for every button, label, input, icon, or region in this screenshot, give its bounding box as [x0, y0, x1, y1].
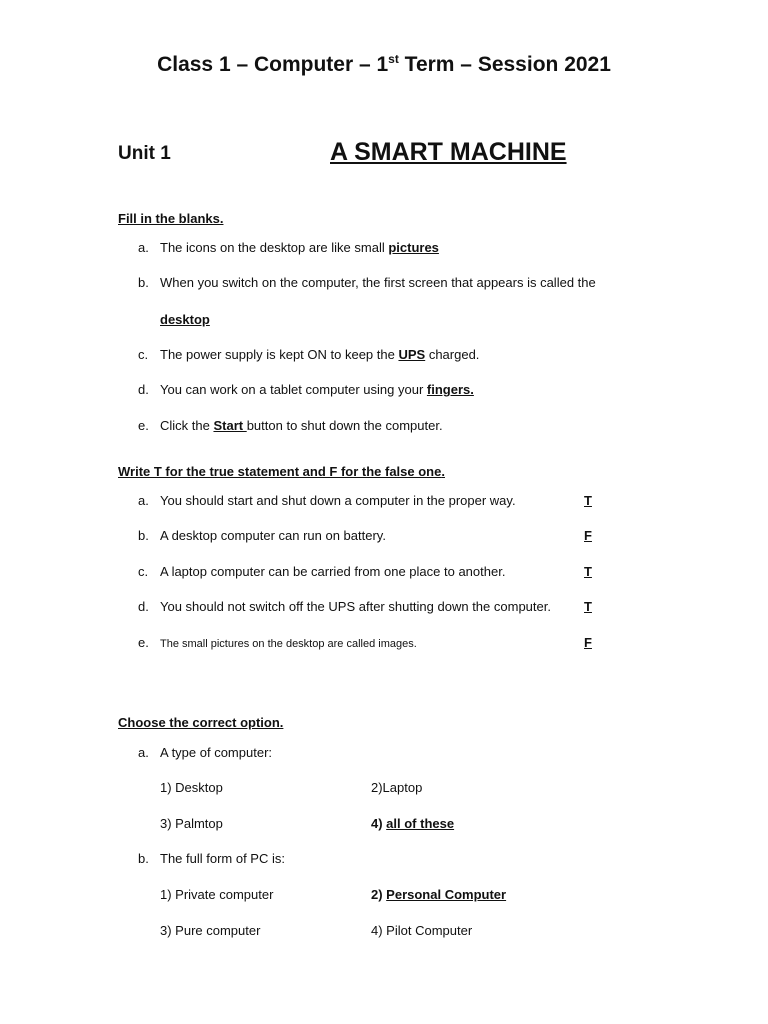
item-letter: b. [138, 851, 149, 866]
option: 2)Laptop [371, 780, 423, 795]
section-heading-mcq: Choose the correct option. [118, 715, 284, 730]
option-answer: Personal Computer [386, 887, 507, 902]
list-item [138, 564, 505, 579]
list-item-continuation [160, 312, 210, 327]
item-text: You should not switch off the UPS after shutting down the computer. [160, 599, 551, 614]
item-letter: d. [138, 382, 149, 397]
option-number: 2) [371, 887, 387, 902]
option-correct [371, 816, 454, 831]
item-letter: a. [138, 745, 149, 760]
item-letter: b. [138, 275, 149, 290]
item-text: The full form of PC is: [160, 851, 285, 866]
heading-period: . [441, 464, 445, 479]
unit-label: Unit 1 [118, 143, 171, 164]
item-text: You should start and shut down a computer in the proper way. [160, 493, 516, 508]
option: 3) Pure computer [160, 923, 261, 938]
item-letter: a. [138, 493, 149, 508]
list-item [138, 240, 439, 255]
item-text: A type of computer: [160, 745, 273, 760]
list-item [138, 418, 443, 433]
item-text: Click the [160, 418, 214, 433]
item-letter: a. [138, 240, 149, 255]
option-number: 4) [371, 816, 387, 831]
list-item [138, 347, 479, 362]
option-correct [371, 887, 506, 902]
item-answer: Start [213, 418, 247, 433]
chapter-title: A SMART MACHINE [330, 138, 567, 166]
title-text: Class 1 – Computer – 1 [157, 53, 389, 76]
item-text-end: button to shut down the computer. [246, 418, 443, 433]
list-item [138, 528, 386, 543]
tf-answer: T [584, 493, 592, 508]
list-item [138, 635, 417, 650]
list-item [138, 599, 551, 614]
item-text-end: charged. [425, 347, 480, 362]
option: 3) Palmtop [160, 816, 223, 831]
item-letter: c. [138, 564, 149, 579]
title-text-end: Term – Session 2021 [398, 53, 611, 76]
item-letter: c. [138, 347, 149, 362]
item-letter: b. [138, 528, 149, 543]
page-title [0, 52, 768, 77]
item-letter: d. [138, 599, 149, 614]
heading-text: Write T for the true statement and F for the false one [118, 464, 442, 479]
list-item [138, 275, 596, 290]
item-text: The small pictures on the desktop are called images. [160, 638, 417, 650]
tf-answer: T [584, 564, 592, 579]
item-answer: UPS [398, 347, 426, 362]
item-text: You can work on a tablet computer using your [160, 382, 427, 397]
item-answer: fingers. [426, 382, 474, 397]
item-text: A laptop computer can be carried from one place to another. [160, 564, 506, 579]
section-heading-fill-blanks: Fill in the blanks. [118, 211, 224, 226]
item-answer: pictures [388, 240, 439, 255]
list-item [138, 745, 272, 760]
section-heading-true-false [118, 464, 445, 479]
item-text: The power supply is kept ON to keep the [160, 347, 399, 362]
option-answer: all of these [386, 816, 455, 831]
tf-answer: F [584, 635, 592, 650]
option: 4) Pilot Computer [371, 923, 473, 938]
list-item [138, 382, 474, 397]
list-item [138, 493, 516, 508]
option: 1) Desktop [160, 780, 223, 795]
tf-answer: F [584, 528, 592, 543]
item-letter: e. [138, 635, 149, 650]
item-text: The icons on the desktop are like small [160, 240, 389, 255]
tf-answer: T [584, 599, 592, 614]
title-superscript: st [388, 52, 399, 66]
item-answer: desktop [160, 312, 210, 327]
option: 1) Private computer [160, 887, 274, 902]
item-text: A desktop computer can run on battery. [160, 528, 386, 543]
item-text: When you switch on the computer, the first screen that appears is called the [160, 275, 596, 290]
list-item [138, 851, 285, 866]
item-letter: e. [138, 418, 149, 433]
